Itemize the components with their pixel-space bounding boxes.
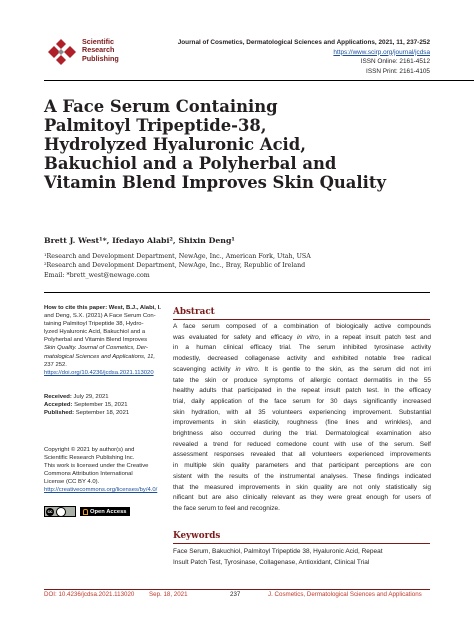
keywords-line: Face Serum, Bakuchiol, Palmitoyl Tripeptide 38, Hyaluronic Acid, Repeat	[173, 548, 383, 555]
abstract-line: modestly, decreased collagenase activity and exhibited notable free radical	[173, 355, 431, 363]
abstract-line: scavenging activity in vitro. It is gentle to the skin, as the serum did not irri	[173, 365, 431, 373]
citation-line: 237 252.	[44, 361, 67, 368]
citation-line: lyzed Hyaluronic Acid, Bakuchiol and a	[44, 329, 146, 336]
cc-symbol: cc	[47, 508, 53, 514]
page-number: 237	[230, 591, 241, 598]
title-divider	[44, 292, 430, 293]
published-label: Published:	[44, 410, 75, 417]
authors: Brett J. West¹*, Ifedayo Alabi², Shixin Deng¹	[44, 236, 235, 245]
abstract-heading: Abstract	[173, 307, 215, 317]
open-lock-icon	[83, 509, 88, 515]
abstract-line: assessment responses revealed that all volunteers experienced improvements	[173, 451, 431, 459]
scirp-logo-icon	[44, 38, 80, 66]
issn-print: ISSN Print: 2161-4105	[366, 67, 430, 75]
abstract-text	[173, 322, 431, 515]
dates-block	[44, 393, 165, 417]
affiliations	[44, 252, 444, 280]
publisher-name-line: Scientific	[82, 37, 114, 46]
abstract-line: tate the skin or produce symptoms of allergic contact dermatitis in the 55	[173, 376, 431, 384]
contact-email: Email: *brett_west@newage.com	[44, 271, 150, 279]
journal-url-link[interactable]: https://www.scirp.org/journal/jcdsa	[333, 48, 430, 56]
abstract-line: trial, daily application of the face serum for 30 days significantly increased	[173, 397, 431, 405]
received-value: July 29, 2021	[73, 394, 109, 400]
keywords-text	[173, 547, 431, 568]
citation-line: taining Palmitoyl Tripeptide 38, Hydro-	[44, 321, 144, 328]
accepted-date	[44, 401, 165, 409]
abstract-line: revealed a trend for reduced comedone count with use of the serum. Self	[173, 440, 431, 448]
issn-online: ISSN Online: 2161-4512	[360, 58, 430, 66]
abstract-line: that the measured improvements in skin quality are not only statistically sig	[173, 483, 431, 491]
abstract-line: skin hydration, with all 35 volunteers experiencing improvement. Substantial	[173, 408, 431, 416]
paper-title	[44, 97, 434, 192]
title-line: Bakuchiol and a Polyherbal and	[44, 154, 337, 173]
open-access-label: Open Access	[90, 508, 127, 515]
title-line: Vitamin Blend Improves Skin Quality	[44, 173, 386, 192]
citation-line: Skin Quality. Journal of Cosmetics, Der-	[44, 345, 148, 352]
license-link[interactable]: http://creativecommons.org/licenses/by/4.0/	[44, 487, 158, 494]
keywords-rule	[173, 543, 430, 544]
published-date	[44, 409, 165, 417]
emphasis-text: in vitro	[296, 333, 319, 341]
copyright-block	[44, 446, 165, 495]
emphasis-text: in vitro	[235, 365, 258, 373]
abstract-line: the face serum to feel and recognize.	[173, 504, 280, 512]
copyright-line: Copyright © 2021 by author(s) and	[44, 447, 135, 453]
keywords-heading: Keywords	[173, 531, 221, 541]
title-line: Hydrolyzed Hyaluronic Acid,	[44, 135, 306, 154]
abstract-line: healthy adults that participated in the repeat insult patch test. In the efficacy	[173, 387, 431, 395]
footer-divider	[44, 589, 430, 590]
by-person-icon	[56, 507, 66, 517]
journal-citation: Journal of Cosmetics, Dermatological Sciences and Applications, 2021, 11, 237-252	[177, 39, 430, 46]
citation-block	[44, 304, 165, 377]
received-label: Received:	[44, 394, 72, 400]
copyright-line: Scientific Research Publishing Inc.	[44, 455, 135, 462]
accepted-label: Accepted:	[44, 402, 73, 409]
abstract-line: in multiple skin quality parameters and that participant perceptions are con	[173, 462, 431, 470]
footer-journal: J. Cosmetics, Dermatological Sciences and Applications	[268, 591, 422, 598]
title-line: A Face Serum Containing	[44, 97, 278, 116]
citation-line: and Deng, S.X. (2021) A Face Serum Con-	[44, 313, 156, 320]
accepted-value: September 15, 2021	[74, 402, 128, 409]
citation-line: Polyherbal and Vitamin Blend Improves	[44, 337, 148, 344]
keywords-line: Insult Patch Test, Tyrosinase, Collagenase, Antioxidant, Clinical Trial	[173, 558, 370, 566]
abstract-line: nificant but are also clinically relevant as they were great enough for users of	[173, 494, 431, 502]
abstract-rule	[173, 319, 430, 320]
abstract-line: sistent with the results of the instrumental analyses. These findings indicated	[173, 472, 431, 480]
publisher-name-line: Publishing	[82, 53, 119, 63]
open-access-badge[interactable]	[80, 507, 130, 516]
citation-line: How to cite this paper: West, B.J., Alabi, I.	[44, 305, 161, 311]
published-value: September 18, 2021	[75, 410, 130, 417]
copyright-line: License (CC BY 4.0).	[44, 479, 100, 486]
abstract-line: was evaluated for safety and efficacy in vitro, in a repeat insult patch test and	[173, 333, 431, 341]
title-line: Palmitoyl Tripeptide-38,	[44, 116, 267, 135]
copyright-line: Commons Attribution International	[44, 471, 133, 478]
abstract-line: in a human clinical efficacy trial. The serum inhibited tyrosinase activity	[173, 344, 431, 352]
publisher-name-line: Research	[82, 45, 115, 55]
footer-doi: DOI: 10.4236/jcdsa.2021.113020	[44, 591, 135, 598]
doi-link[interactable]: https://doi.org/10.4236/jcdsa.2021.113020	[44, 369, 154, 376]
affiliation: ²Research and Development Department, NewAge, Inc., Bray, Republic of Ireland	[44, 262, 306, 270]
footer-date: Sep. 18, 2021	[149, 591, 188, 598]
affiliation: ¹Research and Development Department, NewAge, Inc., American Fork, Utah, USA	[44, 253, 311, 260]
journal-info	[130, 38, 430, 76]
received-date	[44, 393, 165, 401]
license-badges	[44, 507, 130, 516]
cc-by-badge-icon[interactable]	[44, 506, 76, 517]
header-divider	[44, 80, 474, 81]
abstract-line: A face serum composed of a combination of biologically active compounds	[173, 323, 431, 330]
abstract-line: improvements in skin elasticity, roughness (fine lines and wrinkles), and	[173, 419, 431, 427]
citation-line: matological Sciences and Applications, 11,	[44, 353, 156, 360]
abstract-line: brightness also occurred during the trial. Dermatological examination also	[173, 430, 431, 438]
copyright-line: This work is licensed under the Creative	[44, 463, 149, 470]
